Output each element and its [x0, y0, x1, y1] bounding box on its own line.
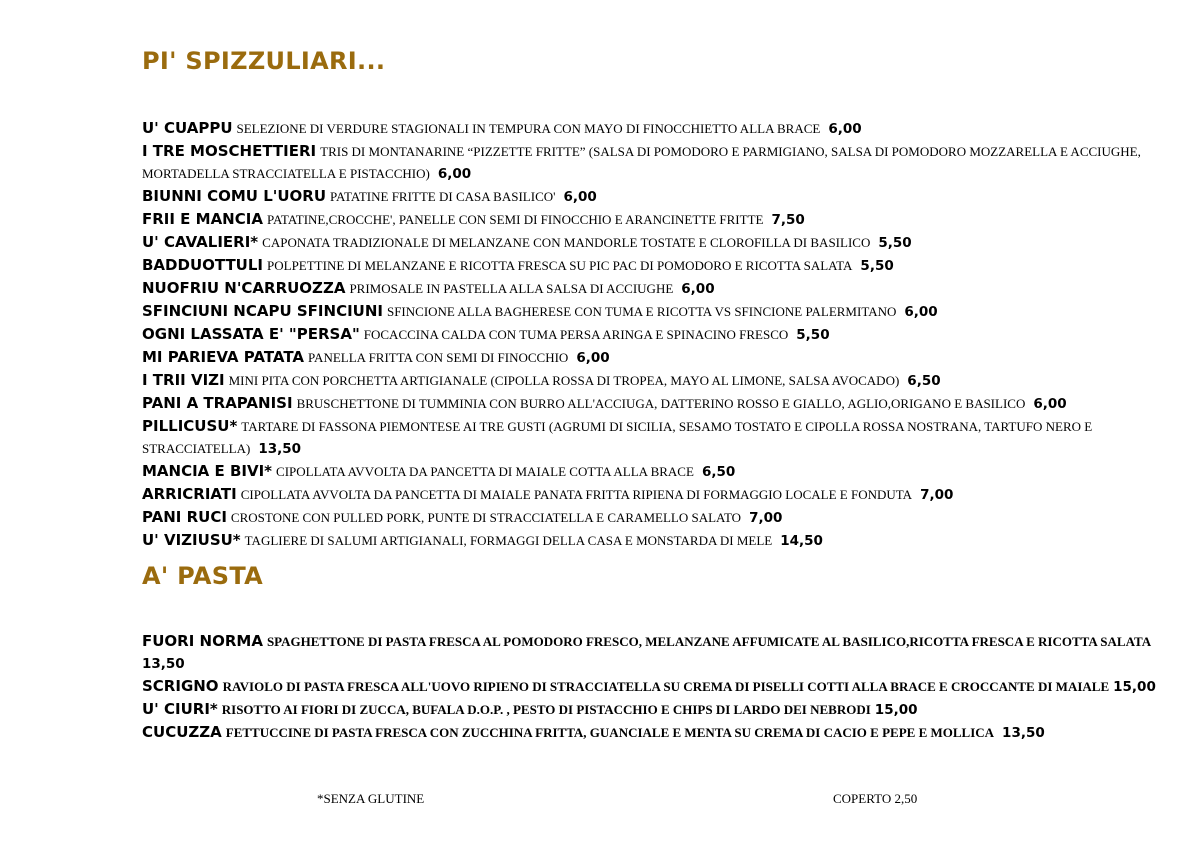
- dish-description: TRIS DI MONTANARINE “PIZZETTE FRITTE” (SALSA DI POMODORO E PARMIGIANO, SALSA DI POMODORO MOZZARELLA E ACCIUGHE, MORTADELLA STRACCIATELLA E PISTACCHIO): [142, 144, 1141, 181]
- dish-description: TAGLIERE DI SALUMI ARTIGIANALI, FORMAGGI DELLA CASA E MONSTARDA DI MELE: [244, 533, 773, 548]
- dish-name: PANI A TRAPANISI: [142, 394, 293, 412]
- menu-item: [142, 140, 1172, 185]
- section-title-pasta: A' PASTA: [142, 562, 264, 590]
- dish-name: I TRE MOSCHETTIERI: [142, 142, 317, 160]
- dish-name: FRII E MANCIA: [142, 210, 263, 228]
- dish-name: MANCIA E BIVI*: [142, 462, 273, 480]
- dish-description: TARTARE DI FASSONA PIEMONTESE AI TRE GUSTI (AGRUMI DI SICILIA, SESAMO TOSTATO E CIPOLLA ROSSA NOSTRANA, TARTUFO NERO E STRACCIATELLA): [142, 419, 1093, 456]
- dish-description: SPAGHETTONE DI PASTA FRESCA AL POMODORO FRESCO, MELANZANE AFFUMICATE AL BASILICO,RICOTTA FRESCA E RICOTTA SALATA: [266, 634, 1152, 649]
- menu-item: [142, 323, 1172, 346]
- dish-description: CIPOLLATA AVVOLTA DA PANCETTA DI MAIALE COTTA ALLA BRACE: [276, 464, 694, 479]
- menu-item: [142, 392, 1172, 415]
- dish-description: PATATINE,CROCCHE', PANELLE CON SEMI DI FINOCCHIO E ARANCINETTE FRITTE: [266, 212, 764, 227]
- dish-name: U' CAVALIERI*: [142, 233, 259, 251]
- dish-description: RAVIOLO DI PASTA FRESCA ALL'UOVO RIPIENO DI STRACCIATELLA SU CREMA DI PISELLI COTTI ALLA BRACE E CROCCANTE DI MAIALE: [222, 679, 1110, 694]
- dish-description: SELEZIONE DI VERDURE STAGIONALI IN TEMPURA CON MAYO DI FINOCCHIETTO ALLA BRACE: [236, 121, 821, 136]
- menu-item: [142, 460, 1172, 483]
- menu-item: [142, 185, 1172, 208]
- dish-price: 13,50: [258, 441, 302, 457]
- dish-price: 15,00: [1113, 679, 1156, 695]
- dish-description: FETTUCCINE DI PASTA FRESCA CON ZUCCHINA FRITTA, GUANCIALE E MENTA SU CREMA DI CACIO E PEPE E MOLLICA: [225, 725, 995, 740]
- dish-description: SFINCIONE ALLA BAGHERESE CON TUMA E RICOTTA VS SFINCIONE PALERMITANO: [386, 304, 897, 319]
- menu-item: [142, 369, 1172, 392]
- menu-item: [142, 208, 1172, 231]
- menu-item: [142, 529, 1172, 552]
- dish-name: I TRII VIZI: [142, 371, 225, 389]
- dish-description: POLPETTINE DI MELANZANE E RICOTTA FRESCA SU PIC PAC DI POMODORO E RICOTTA SALATA: [267, 258, 853, 273]
- dish-price: 6,50: [907, 373, 941, 389]
- dish-price: 15,00: [874, 702, 918, 718]
- dish-name: U' CIURI*: [142, 700, 218, 718]
- dish-name: OGNI LASSATA E' "PERSA": [142, 325, 360, 343]
- dish-description: PATATINE FRITTE DI CASA BASILICO': [330, 189, 556, 204]
- dish-description: CROSTONE CON PULLED PORK, PUNTE DI STRACCIATELLA E CARAMELLO SALATO: [230, 510, 742, 525]
- dish-name: ARRICRIATI: [142, 485, 237, 503]
- dish-price: 5,50: [860, 258, 894, 274]
- dish-price: 5,50: [796, 327, 830, 343]
- dish-price: 6,00: [1033, 396, 1067, 412]
- menu-item: [142, 300, 1172, 323]
- menu-item: [142, 346, 1172, 369]
- dish-description: BRUSCHETTONE DI TUMMINIA CON BURRO ALL'ACCIUGA, DATTERINO ROSSO E GIALLO, AGLIO,ORIGANO E BASILICO: [296, 396, 1026, 411]
- dish-price: 6,00: [563, 189, 597, 205]
- dish-price: 13,50: [142, 656, 185, 672]
- menu-item: [142, 721, 1172, 744]
- dish-name: CUCUZZA: [142, 723, 222, 741]
- menu-item: [142, 675, 1172, 698]
- dish-price: 7,50: [771, 212, 805, 228]
- dish-price: 6,00: [576, 350, 610, 366]
- dish-name: PANI RUCI: [142, 508, 227, 526]
- dish-name: SCRIGNO: [142, 677, 219, 695]
- menu-item: [142, 698, 1172, 721]
- dish-name: SFINCIUNI NCAPU SFINCIUNI: [142, 302, 383, 320]
- menu-list-spizzuliari: [142, 117, 1172, 552]
- dish-description: FOCACCINA CALDA CON TUMA PERSA ARINGA E SPINACINO FRESCO: [363, 327, 789, 342]
- dish-description: PRIMOSALE IN PASTELLA ALLA SALSA DI ACCIUGHE: [349, 281, 674, 296]
- dish-price: 6,50: [701, 464, 736, 480]
- menu-item: [142, 117, 1172, 140]
- menu-item: [142, 483, 1172, 506]
- dish-description: RISOTTO AI FIORI DI ZUCCA, BUFALA D.O.P. , PESTO DI PISTACCHIO E CHIPS DI LARDO DEI NEBRODI: [221, 702, 871, 717]
- dish-price: 6,00: [904, 304, 938, 320]
- menu-item: [142, 506, 1172, 529]
- dish-description: MINI PITA CON PORCHETTA ARTIGIANALE (CIPOLLA ROSSA DI TROPEA, MAYO AL LIMONE, SALSA AVOCADO): [228, 373, 900, 388]
- dish-description: PANELLA FRITTA CON SEMI DI FINOCCHIO: [308, 350, 569, 365]
- dish-price: 6,00: [437, 166, 472, 182]
- dish-name: MI PARIEVA PATATA: [142, 348, 305, 366]
- dish-price: 7,00: [749, 510, 783, 526]
- dish-description: CIPOLLATA AVVOLTA DA PANCETTA DI MAIALE PANATA FRITTA RIPIENA DI FORMAGGIO LOCALE E FONDUTA: [240, 487, 913, 502]
- menu-item: [142, 277, 1172, 300]
- gluten-free-note: *SENZA GLUTINE: [317, 791, 425, 806]
- cover-charge: COPERTO 2,50: [833, 791, 918, 806]
- dish-name: U' VIZIUSU*: [142, 531, 241, 549]
- dish-price: 7,00: [920, 487, 954, 503]
- dish-price: 5,50: [878, 235, 912, 251]
- dish-name: NUOFRIU N'CARRUOZZA: [142, 279, 346, 297]
- menu-item: [142, 415, 1172, 460]
- dish-name: FUORI NORMA: [142, 632, 263, 650]
- dish-price: 13,50: [1002, 725, 1045, 741]
- dish-name: BIUNNI COMU L'UORU: [142, 187, 327, 205]
- menu-list-pasta: [142, 630, 1172, 744]
- menu-item: [142, 254, 1172, 277]
- dish-name: PILLICUSU*: [142, 417, 238, 435]
- dish-name: U' CUAPPU: [142, 119, 233, 137]
- menu-item: [142, 630, 1172, 675]
- dish-description: CAPONATA TRADIZIONALE DI MELANZANE CON MANDORLE TOSTATE E CLOROFILLA DI BASILICO: [262, 235, 871, 250]
- dish-price: 6,00: [681, 281, 715, 297]
- dish-price: 6,00: [828, 121, 862, 137]
- dish-price: 14,50: [780, 533, 823, 549]
- section-title-spizzuliari: PI' SPIZZULIARI...: [142, 47, 386, 75]
- menu-item: [142, 231, 1172, 254]
- dish-name: BADDUOTTULI: [142, 256, 264, 274]
